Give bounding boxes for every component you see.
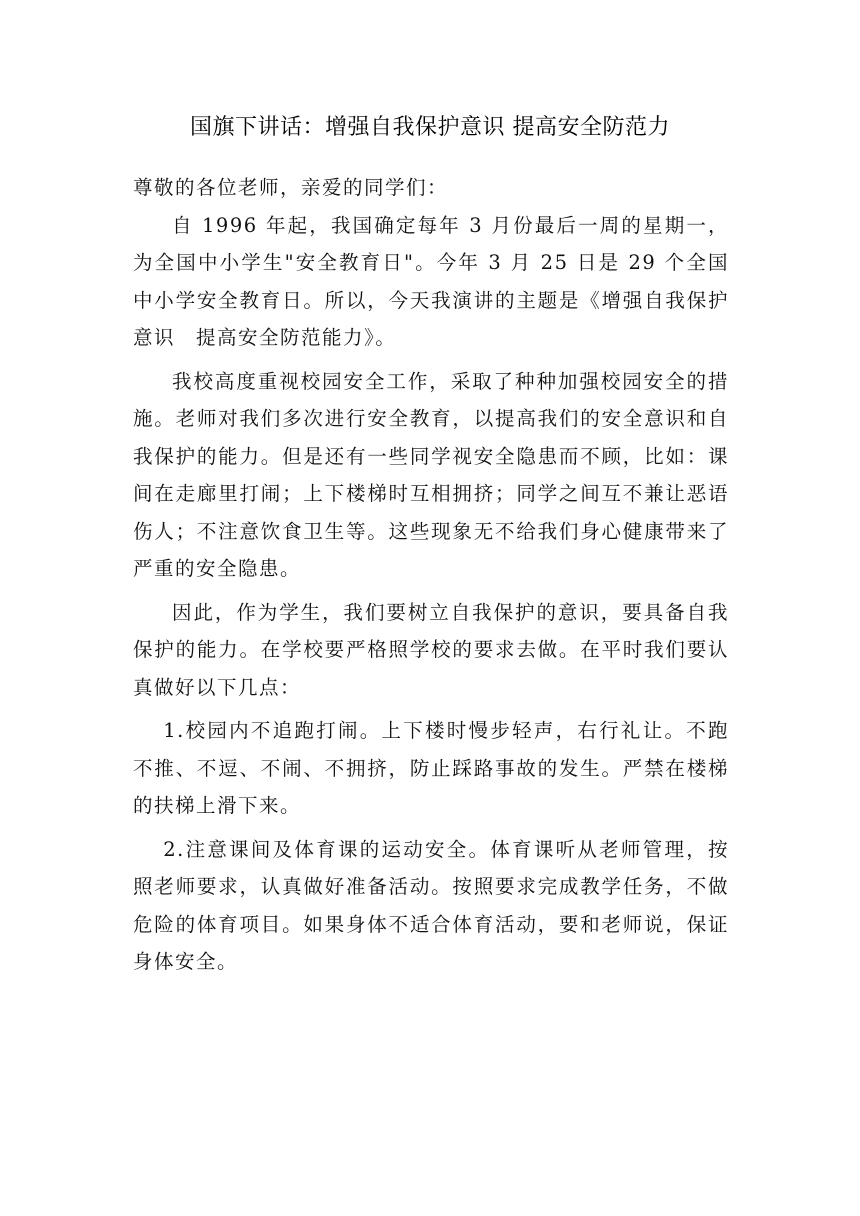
- list-item-1: 1.校园内不追跑打闹。上下楼时慢步轻声，右行礼让。不跑不推、不逗、不闹、不拥挤，防止踩路事故的发生。严禁在楼梯的扶梯上滑下来。: [133, 719, 729, 817]
- salutation: 尊敬的各位老师，亲爱的同学们：: [133, 176, 449, 199]
- paragraph-intro: 自 1996 年起，我国确定每年 3 月份最后一周的星期一，为全国中小学生"安全教育日"。今年 3 月 25 日是 29 个全国中小学安全教育日。所以，今天我演讲的主题是《增强自我保护意识 提高安全防范能力》。: [133, 213, 729, 349]
- document-title: 国旗下讲话：增强自我保护意识 提高安全防范力: [190, 115, 670, 140]
- document-body: [133, 169, 729, 981]
- paragraph-school-safety: 我校高度重视校园安全工作，采取了种种加强校园安全的措施。老师对我们多次进行安全教育，以提高我们的安全意识和自我保护的能力。但是还有一些同学视安全隐患而不顾，比如：课间在走廊里打闹；上下楼梯时互相拥挤；同学之间互不兼让恶语伤人；不注意饮食卫生等。这些现象无不给我们身心健康带来了严重的安全隐患。: [133, 369, 729, 580]
- list-item-2: 2.注意课间及体育课的运动安全。体育课听从老师管理，按照老师要求，认真做好准备活动。按照要求完成教学任务，不做危险的体育项目。如果身体不适合体育活动，要和老师说，保证身体安全。: [133, 837, 729, 973]
- paragraph-self-protection: 因此，作为学生，我们要树立自我保护的意识，要具备自我保护的能力。在学校要严格照学校的要求去做。在平时我们要认真做好以下几点：: [133, 600, 729, 699]
